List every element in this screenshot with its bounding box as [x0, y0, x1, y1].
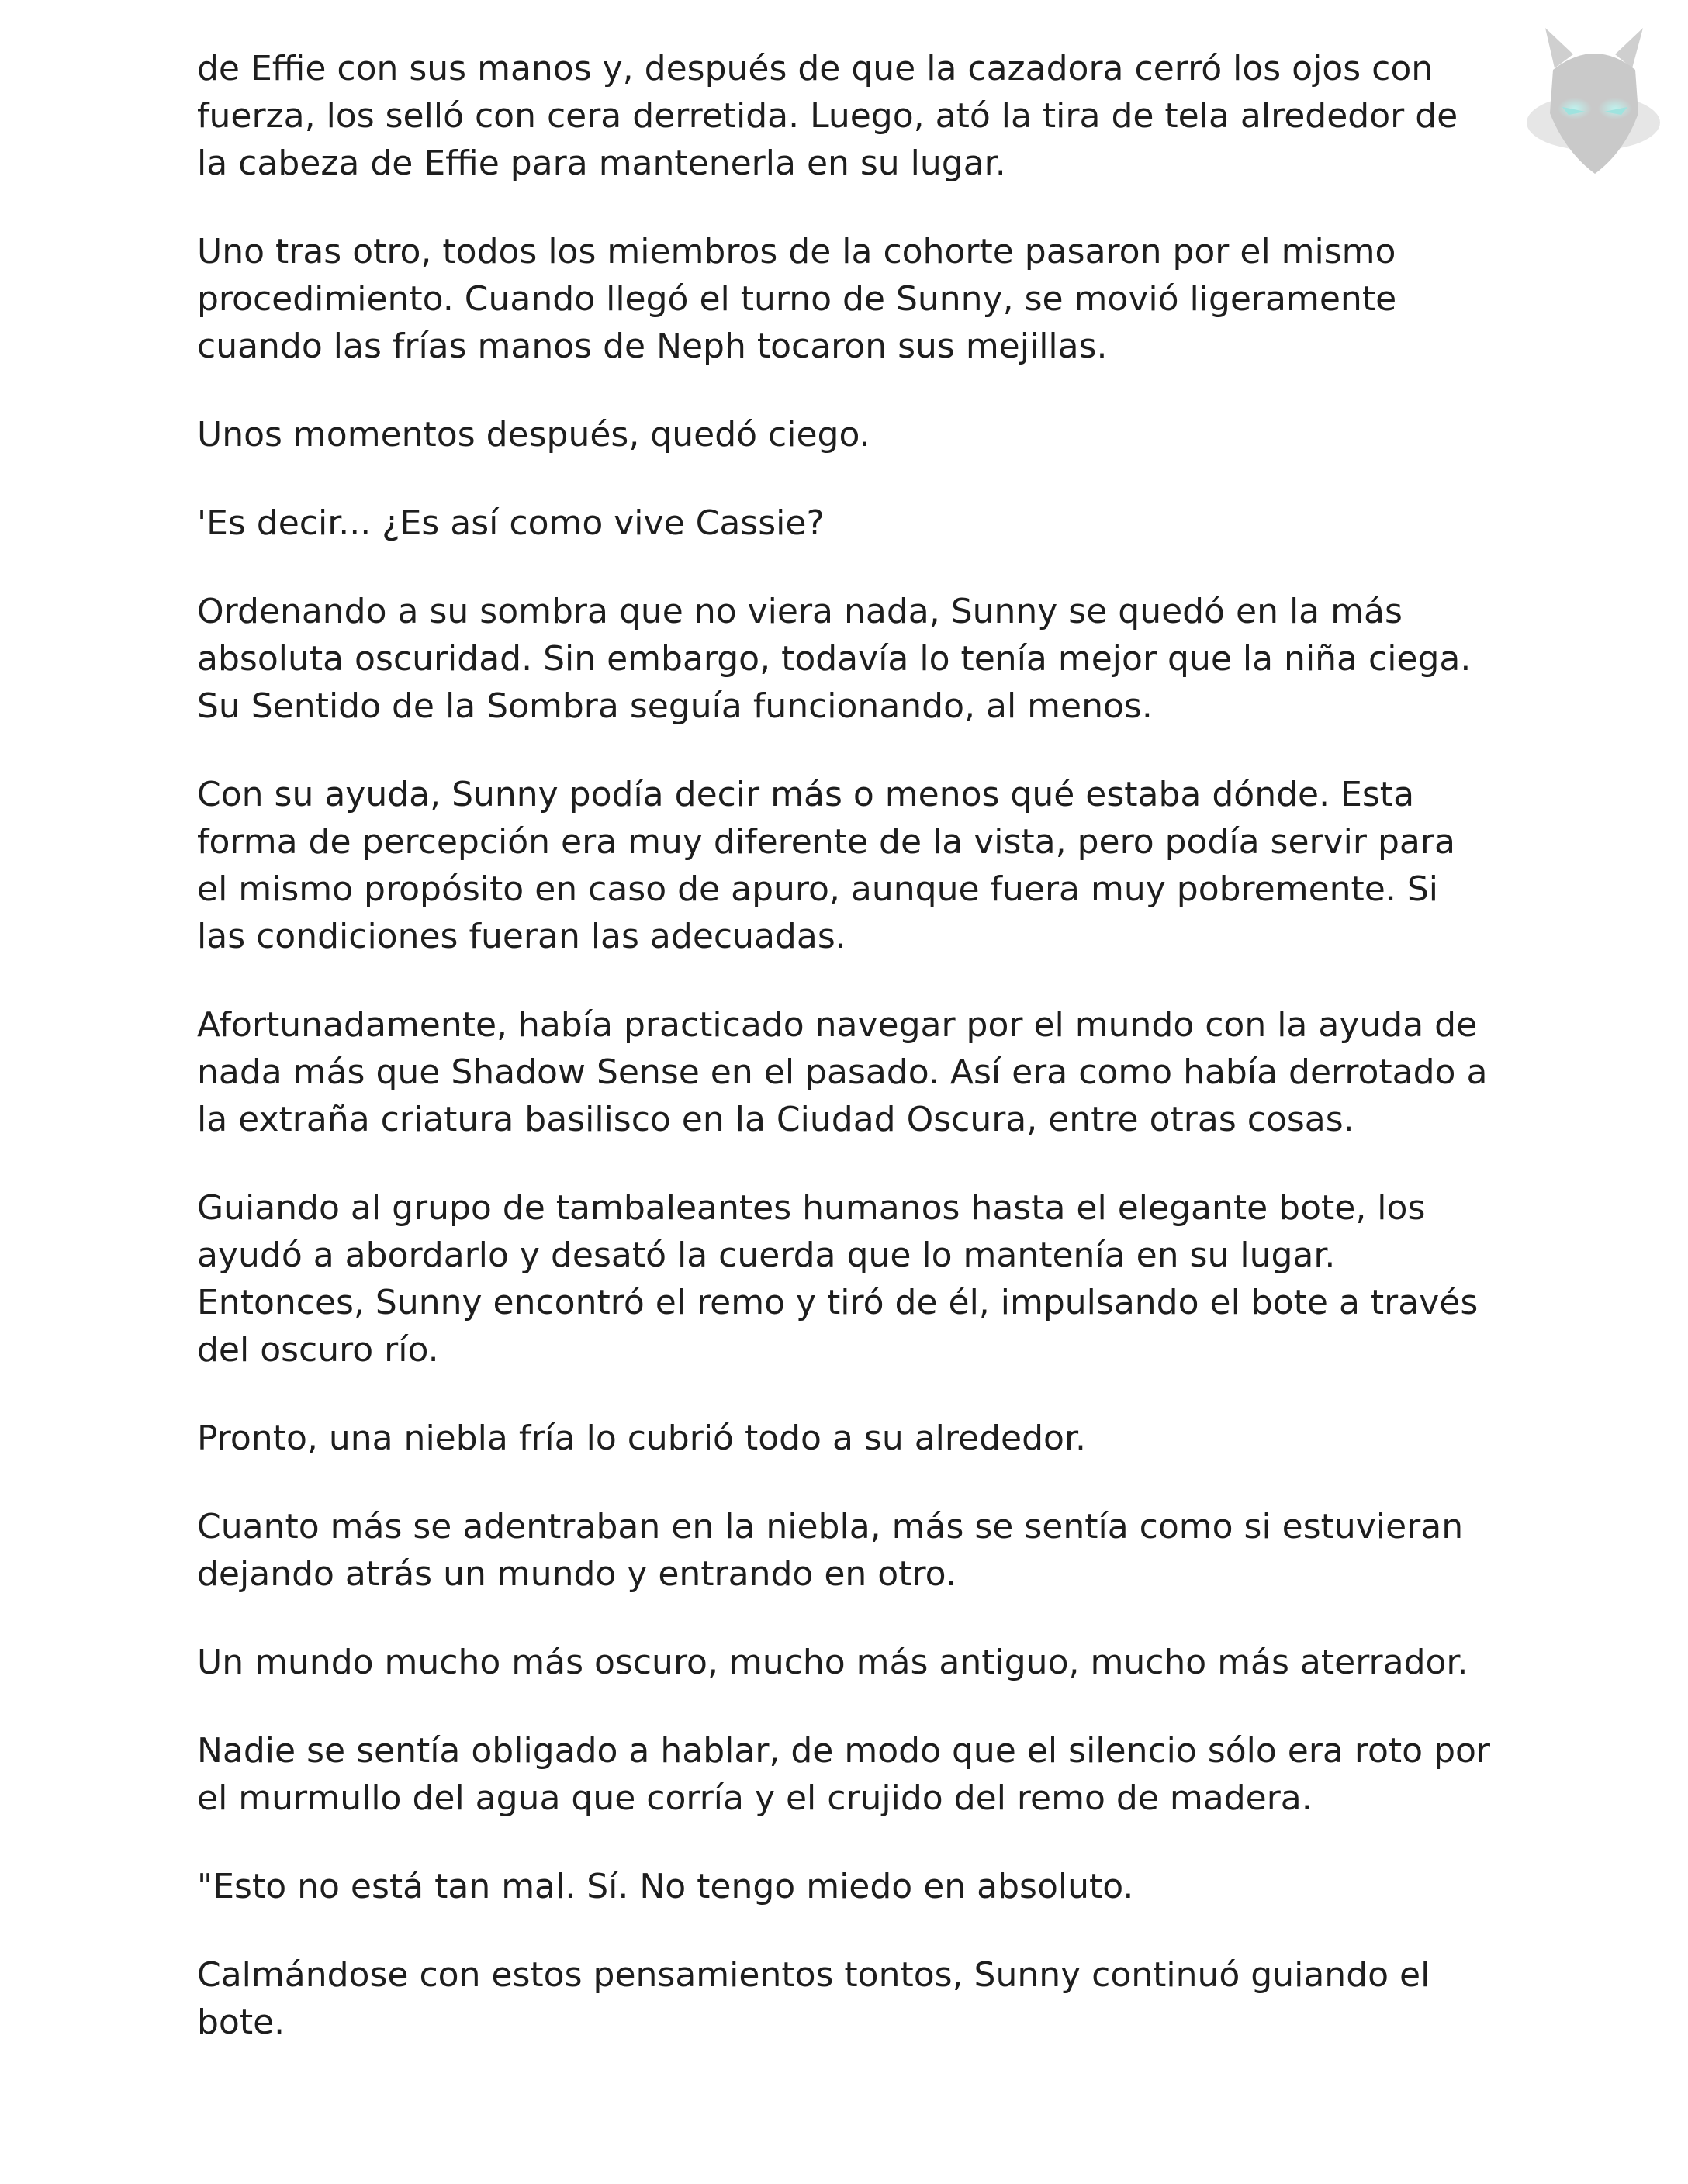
- demon-head-logo-icon: [1522, 14, 1669, 185]
- paragraph: Pronto, una niebla fría lo cubrió todo a su alrededor.: [197, 1419, 1086, 1458]
- chapter-text: [197, 45, 1493, 2087]
- paragraph: Nadie se sentía obligado a hablar, de modo que el silencio sólo era roto por el murmullo del agua que corría y el crujido del remo de madera.: [197, 1731, 1491, 1818]
- paragraph: de Effie con sus manos y, después de que la cazadora cerró los ojos con fuerza, los selló con cera derretida. Luego, ató la tira de tela alrededor de la cabeza de Effie para mantenerla en su lugar.: [197, 49, 1458, 183]
- paragraph: Ordenando a su sombra que no viera nada, Sunny se quedó en la más absoluta oscuridad. Sin embargo, todavía lo tenía mejor que la niña ciega. Su Sentido de la Sombra seguía funcionando, al menos.: [197, 592, 1472, 726]
- paragraph: Uno tras otro, todos los miembros de la cohorte pasaron por el mismo procedimiento. Cuando llegó el turno de Sunny, se movió ligeramente cuando las frías manos de Neph tocaron sus mejillas.: [197, 232, 1397, 366]
- paragraph: "Esto no está tan mal. Sí. No tengo miedo en absoluto.: [197, 1867, 1134, 1906]
- paragraph: Guiando al grupo de tambaleantes humanos hasta el elegante bote, los ayudó a abordarlo y desató la cuerda que lo mantenía en su lugar. Entonces, Sunny encontró el remo y tiró de él, impulsando el bote a través del oscuro río.: [197, 1188, 1479, 1370]
- paragraph: Cuanto más se adentraban en la niebla, más se sentía como si estuvieran dejando atrás un mundo y entrando en otro.: [197, 1507, 1464, 1594]
- paragraph: Afortunadamente, había practicado navegar por el mundo con la ayuda de nada más que Shadow Sense en el pasado. Así era como había derrotado a la extraña criatura basilisco en la Ciudad Oscura, entre otras cosas.: [197, 1005, 1488, 1139]
- paragraph: Calmándose con estos pensamientos tontos, Sunny continuó guiando el bote.: [197, 1955, 1430, 2042]
- paragraph: Con su ayuda, Sunny podía decir más o menos qué estaba dónde. Esta forma de percepción era muy diferente de la vista, pero podía servir para el mismo propósito en caso de apuro, aunque fuera muy pobremente. Si las condiciones fueran las adecuadas.: [197, 775, 1455, 956]
- paragraph: Un mundo mucho más oscuro, mucho más antiguo, mucho más aterrador.: [197, 1643, 1468, 1682]
- paragraph: 'Es decir... ¿Es así como vive Cassie?: [197, 503, 825, 543]
- paragraph: Unos momentos después, quedó ciego.: [197, 415, 870, 454]
